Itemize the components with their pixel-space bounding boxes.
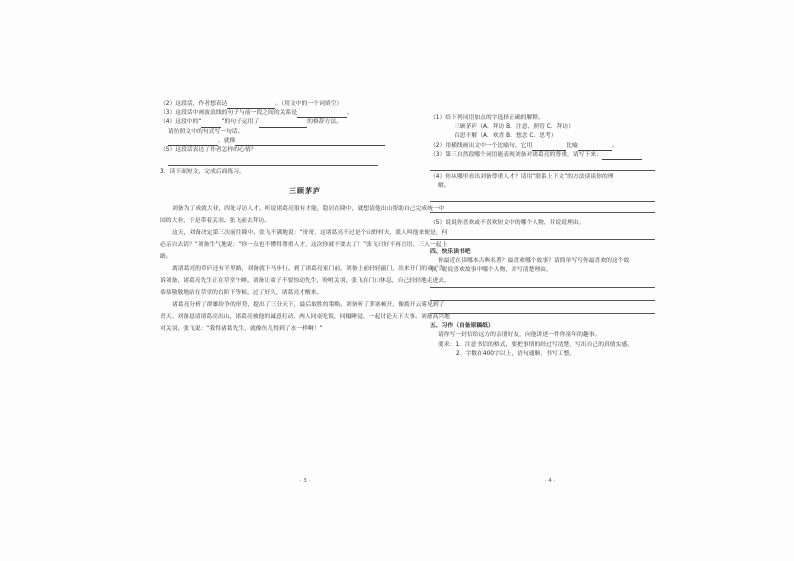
answer-blank[interactable] (297, 111, 347, 118)
requirement-1: 要求：1．注意书信的格式，要把事情的经过写清楚，写出自己的真情实感。 (438, 341, 633, 348)
section-4-text: 你最近在读哪本古典名著？最喜欢哪个故事？请简单写写你最喜欢的这个故 (438, 257, 630, 264)
story-paragraph: 离诸葛亮的草庐还有半里路，刘备就下马步行。到了诸葛亮家门前，刘备上前轻轻敲门，出来开门的童子告诉刘备，诸葛亮先生正在草堂午睡。刘备让童子不要惊动先生，吩咐关羽、张飞在门口休息，自己轻轻地走进去，恭恭敬敬地站在草堂的台阶下等候。过了好久，诸葛亮才醒来。 (160, 265, 450, 296)
q3-text: （3）这段话中画波浪线的句子与前一段之间的关系是 (160, 110, 298, 117)
r3-text: （3）第三自然段哪个词语能表现刘备对诸葛亮的尊重，请写下来： (430, 151, 602, 158)
question-r5: （5）说说你喜欢或不喜欢短文中的哪个人物，并说说理由。 (430, 220, 585, 227)
q4-text: （4）这段中的“ (160, 119, 202, 126)
r2-text-end: 比喻 (566, 142, 578, 149)
question-r2: （2）用横线画出文中一个比喻句，它用 比喻 。 (430, 142, 670, 151)
answer-blank[interactable] (201, 121, 221, 128)
answer-blank[interactable] (259, 121, 307, 128)
answer-blank[interactable] (532, 144, 566, 151)
answer-blank[interactable] (235, 139, 385, 146)
answer-line[interactable] (430, 164, 655, 171)
question-r4: （4）你从哪里看出刘备尊重人才？请用“联系上下文”的方法谈谈你的理 (430, 174, 614, 181)
section-4-text-cont: 事，说说喜欢故事中哪个人物，并写清楚理由。 (430, 267, 552, 274)
answer-blank[interactable] (168, 139, 218, 146)
question-4 (160, 118, 450, 127)
q4-text-end: 的修辞方法。 (307, 119, 343, 126)
story-paragraph: 刘备为了成就大业，四处寻访人才。听说诸葛亮很有才能，隐居在隆中，就想请他出山帮助自己完成统一中国的大业，于是带着关羽、张飞前去拜访。 (160, 205, 445, 224)
section-3-instruction: 3．读下面短文，完成后面练习。 (160, 169, 245, 176)
story-title: 三顾茅庐 (289, 187, 321, 196)
q4-like-text: ，就像 (218, 137, 236, 144)
answer-line[interactable] (430, 294, 655, 301)
left-page (160, 100, 450, 484)
question-2 (160, 100, 450, 109)
q4-sentence-line (160, 137, 450, 146)
answer-blank[interactable] (602, 153, 642, 160)
r1-options-a: 三顾茅庐（A．拜访 B．注意、照管 C．拜访） (454, 124, 575, 131)
question-5: （5）这段话表达了作者怎样的心情？ (160, 147, 257, 154)
q2-text: （2）这段话，作者想表达 (160, 101, 228, 107)
answer-line[interactable] (430, 281, 655, 288)
story-paragraph: 诸葛亮分析了群雄纷争的形势，提出了三分天下，最后取胜的策略。刘备听了茅塞顿开，像拨开云雾见到了青天。刘备恳请诸葛亮出山，诸葛亮被他的诚意打动，两人同桌吃饭，同榻睡觉，一起讨论天下大事。刘备高兴地对关羽、张飞说：“我得诸葛先生，就像鱼儿得到了水一样啊！” (160, 301, 450, 332)
requirement-2: 2．字数在400字以上，语句通顺，书写工整。 (456, 350, 576, 357)
r1-options-b: 百思不解（A．欢喜 B．想念 C．思考） (454, 133, 557, 140)
story-paragraph: 这天，刘备决定第三次前往隆中。张飞不满地说：“哥哥，这诸葛亮不过是个山野村夫，派人叫他来便是，何必亲自去请？”刘备生气地说：“你一点也不懂得尊重人才，这次你就不要去了！”张飞只好不再言语，三人一起上路。 (160, 229, 448, 260)
answer-blank[interactable] (578, 144, 612, 151)
question-r4-cont: 解。 (438, 183, 450, 190)
question-3: （3）这段话中画波浪线的句子与前一段之间的关系是 。 (160, 109, 450, 118)
answer-line[interactable] (430, 206, 655, 213)
section-4-title: 四、快乐读书吧 (430, 248, 471, 255)
section-5-text: 请你写一封信给远方的亲朋好友，向他讲述一件你童年的趣事。 (438, 332, 601, 339)
answer-line[interactable] (430, 195, 655, 202)
q2-text-end: 。（用文中的一个词填空） (275, 101, 343, 107)
answer-line[interactable] (430, 233, 655, 240)
question-r3 (430, 151, 670, 160)
section-5-title: 五、习作（自备原稿纸） (430, 323, 494, 330)
section-4-answer-lines (430, 281, 670, 314)
q4-text-mid: ”的句子运用了 (221, 119, 260, 126)
question-r1: （1）给下列词语加点的字选择正确的解释。 (430, 115, 544, 121)
page-number: · 3 · (299, 477, 311, 484)
right-page (430, 100, 670, 484)
answer-blank[interactable] (227, 102, 275, 109)
q4-instruction: 请仿照文中的句式写一句话。 (168, 128, 244, 135)
r2-text: （2）用横线画出文中一个比喻句，它用 (430, 142, 533, 149)
answer-line[interactable] (168, 159, 378, 166)
answer-line[interactable] (430, 307, 655, 314)
page-number: · 4 · (544, 477, 556, 484)
